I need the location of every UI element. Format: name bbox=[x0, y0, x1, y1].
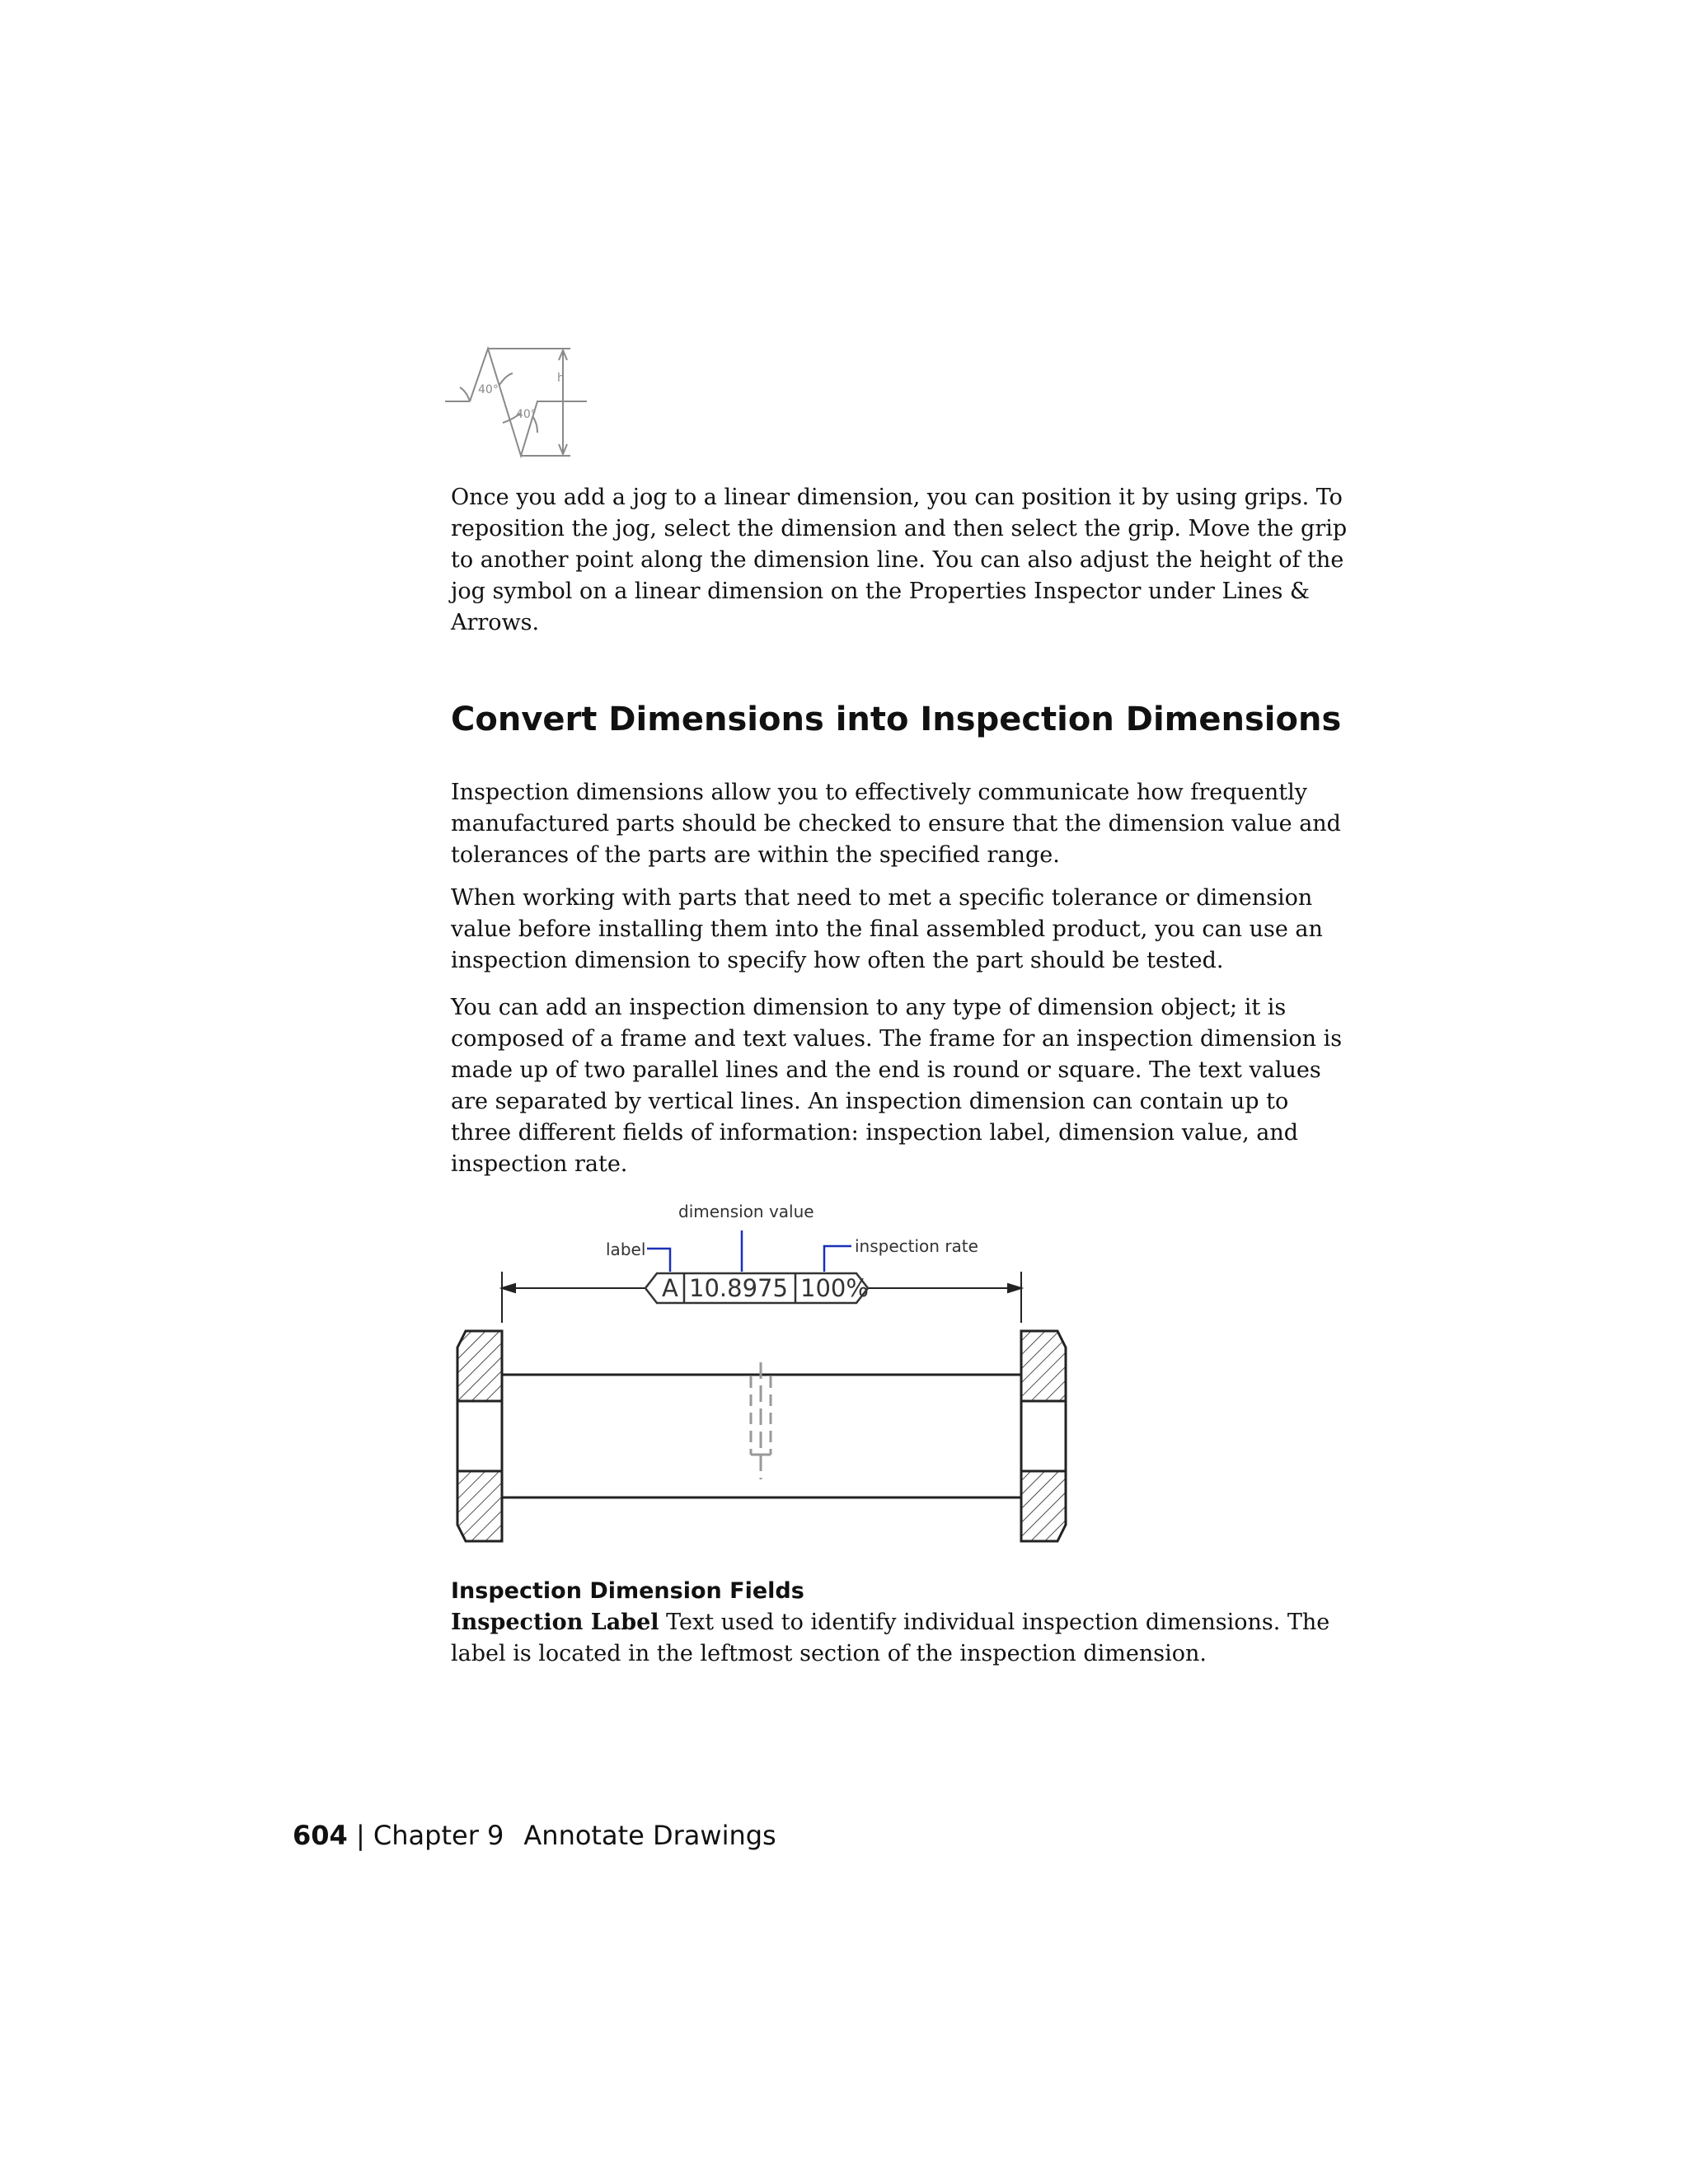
callout-label: label bbox=[606, 1240, 646, 1259]
inspection-label-description: Text used to identify individual inspection dimensions. The label is located in the leftmost section of the inspection dimension. bbox=[451, 1610, 1330, 1666]
footer-chapter-title: Annotate Drawings bbox=[523, 1820, 776, 1851]
jog-dimension-figure bbox=[445, 342, 593, 466]
jog-height-label: h bbox=[557, 372, 565, 385]
jog-angle-top: 40° bbox=[478, 383, 499, 396]
footer-separator: | bbox=[347, 1820, 373, 1851]
fields-subheading: Inspection Dimension Fields bbox=[451, 1578, 804, 1604]
callout-inspection-rate: inspection rate bbox=[855, 1236, 978, 1256]
frame-label-text: A bbox=[662, 1274, 678, 1302]
paragraph-inspection-composition: You can add an inspection dimension to any type of dimension object; it is composed of a frame and text values. The frame for an inspection dimension is made up of two parallel lines and the end is round or square. The text values are separated by vertical lines. An inspection dimension can contain up to three different fields of information: inspection label, dimension value, and inspection rate. bbox=[451, 995, 1343, 1177]
right-flange bbox=[1021, 1331, 1066, 1541]
paragraph-inspection-intro: Inspection dimensions allow you to effectively communicate how frequently manufactured parts should be checked to ensure that the dimension value and tolerances of the parts are within the specified range. bbox=[451, 780, 1341, 868]
section-heading: Convert Dimensions into Inspection Dimensions bbox=[451, 701, 1342, 738]
frame-rate-text: 100% bbox=[800, 1274, 869, 1302]
inspection-label-term: Inspection Label bbox=[451, 1610, 659, 1635]
callout-dimension-value: dimension value bbox=[678, 1202, 814, 1221]
page-number: 604 bbox=[293, 1820, 348, 1851]
left-flange bbox=[457, 1331, 502, 1541]
paragraph-inspection-usage: When working with parts that need to met a specific tolerance or dimension value before installing them into the final assembled product, you can use an inspection dimension to specify how often the part should be tested. bbox=[451, 885, 1323, 973]
page-footer bbox=[293, 1820, 776, 1851]
paragraph-jog-grips: Once you add a jog to a linear dimension, you can position it by using grips. To reposition the jog, select the dimension and then select the grip. Move the grip to another point along the dimension line. You can also adjust the height of the jog symbol on a linear dimension on the Properties Inspector under Lines & Arrows. bbox=[451, 485, 1348, 635]
inspection-dimension-figure bbox=[449, 1199, 1076, 1549]
jog-angle-bottom: 40° bbox=[516, 408, 537, 421]
frame-value-text: 10.8975 bbox=[689, 1274, 788, 1302]
footer-chapter: Chapter 9 bbox=[373, 1820, 504, 1851]
paragraph-inspection-label bbox=[451, 1607, 1349, 1670]
